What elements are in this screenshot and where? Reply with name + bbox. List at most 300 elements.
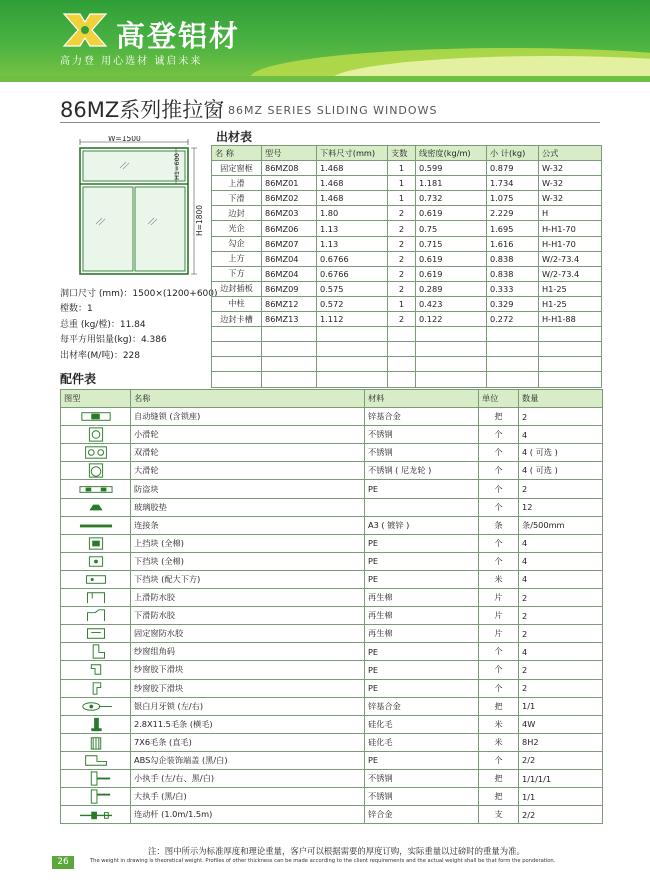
qty-cell: 4 [519, 643, 603, 661]
table-row [61, 697, 603, 715]
unit-cell: 个 [479, 661, 519, 679]
table-cell [317, 357, 388, 372]
unit-cell: 个 [479, 643, 519, 661]
table-row [61, 625, 603, 643]
qty-cell: 2 [519, 679, 603, 697]
table-cell: 中柱 [212, 296, 262, 311]
acc-name-cell: 下挡块 (全棉) [131, 552, 365, 570]
qty-cell: 4 [519, 426, 603, 444]
small-handle-icon [77, 770, 115, 787]
acc-name-cell: 双滑轮 [131, 444, 365, 462]
width-dimension: W=1500 [108, 136, 141, 143]
figure-cell [61, 607, 131, 625]
col-formula: 公式 [539, 146, 602, 161]
connector-bar-icon [77, 517, 115, 534]
table-cell [416, 357, 487, 372]
figure-cell [61, 769, 131, 787]
material-cell: 不锈钢 [365, 444, 479, 462]
acc-name-cell: 2.8X11.5毛条 (横毛) [131, 715, 365, 733]
h1-dimension: H1=600 [173, 153, 181, 180]
table-cell [539, 357, 602, 372]
figure-cell [61, 806, 131, 824]
table-cell: H1-25 [539, 296, 602, 311]
table-cell [487, 372, 539, 387]
figure-cell [61, 498, 131, 516]
table-cell: 86MZ09 [262, 281, 317, 296]
page-title: 86MZ系列推拉窗 [60, 98, 225, 122]
table-cell [212, 327, 262, 342]
table-cell: 1.13 [317, 236, 388, 251]
unit-cell: 米 [479, 733, 519, 751]
table-cell [416, 327, 487, 342]
table-cell: 1.468 [317, 161, 388, 176]
table-cell [416, 342, 487, 357]
table-cell: 边封卡槽 [212, 312, 262, 327]
material-cell: 锌合金 [365, 806, 479, 824]
acc-name-cell: 纱窗组角码 [131, 643, 365, 661]
col-unit: 单位 [479, 390, 519, 408]
col-name: 名 称 [212, 146, 262, 161]
unit-cell: 个 [479, 426, 519, 444]
table-cell [262, 357, 317, 372]
table-cell: W/2-73.4 [539, 251, 602, 266]
table-cell [388, 357, 416, 372]
table-cell [539, 327, 602, 342]
material-cell: 再生棉 [365, 607, 479, 625]
qty-cell: 4 [519, 534, 603, 552]
table-cell: 1.468 [317, 176, 388, 191]
table-cell: 86MZ12 [262, 296, 317, 311]
table-cell: 0.619 [416, 266, 487, 281]
table-cell: 2 [388, 251, 416, 266]
end-cap-icon [77, 752, 115, 769]
table-cell: 0.6766 [317, 266, 388, 281]
footer-note-en: The weight in drawing is theoretical weight. Profiles of other thickness can be made according to the client requirements and the actual weight shall be that form the ponderation. [90, 858, 556, 864]
material-cell: PE [365, 552, 479, 570]
unit-cell: 条 [479, 516, 519, 534]
qty-cell: 4 [519, 552, 603, 570]
table-cell: 1 [388, 296, 416, 311]
figure-cell [61, 679, 131, 697]
table-cell: H [539, 206, 602, 221]
table-cell: 0.838 [487, 266, 539, 281]
table-cell: 86MZ06 [262, 221, 317, 236]
table-cell [212, 372, 262, 387]
table-cell: 0.289 [416, 281, 487, 296]
table-cell: 1.112 [317, 312, 388, 327]
qty-cell: 2 [519, 661, 603, 679]
large-pulley-icon [77, 462, 115, 479]
unit-cell: 个 [479, 679, 519, 697]
unit-cell: 片 [479, 589, 519, 607]
acc-name-cell: ABS勾企装饰端盖 (黑/白) [131, 751, 365, 769]
qty-cell: 1/1/1/1 [519, 769, 603, 787]
figure-cell [61, 697, 131, 715]
table-row [61, 769, 603, 787]
h-dimension: H=1800 [195, 204, 204, 236]
material-cell: 再生棉 [365, 589, 479, 607]
table-cell: H-H1-70 [539, 236, 602, 251]
material-cell: 硅化毛 [365, 733, 479, 751]
qty-cell: 条/500mm [519, 516, 603, 534]
spec-opening-size: 洞口尺寸 (mm)：1500×(1200+600) [60, 289, 218, 299]
material-cell: 锌基合金 [365, 697, 479, 715]
material-cell: 再生棉 [365, 625, 479, 643]
crescent-latch-icon [77, 698, 115, 715]
table-cell: 1.181 [416, 176, 487, 191]
table-cell: 1.468 [317, 191, 388, 206]
table-row [212, 266, 602, 281]
unit-cell: 把 [479, 769, 519, 787]
linkage-rod-icon [77, 806, 115, 823]
accessories-label: 配件表 [60, 372, 97, 386]
col-cut-size: 下料尺寸(mm) [317, 146, 388, 161]
table-cell [262, 327, 317, 342]
table-cell: 0.333 [487, 281, 539, 296]
unit-cell: 把 [479, 408, 519, 426]
table-row [61, 589, 603, 607]
table-cell [317, 327, 388, 342]
qty-cell: 1/1 [519, 697, 603, 715]
page-header [0, 0, 650, 82]
double-pulley-icon [77, 444, 115, 461]
figure-cell [61, 408, 131, 426]
acc-name-cell: 大执手 (黑/白) [131, 788, 365, 806]
table-cell: 1 [388, 161, 416, 176]
col-density: 线密度(kg/m) [416, 146, 487, 161]
acc-name-cell: 连接条 [131, 516, 365, 534]
table-cell: 勾企 [212, 236, 262, 251]
acc-name-cell: 小执手 (左/右、黑/白) [131, 769, 365, 787]
anti-theft-block-icon [77, 481, 115, 498]
table-row [61, 751, 603, 769]
table-row [61, 480, 603, 498]
table-cell: 1 [388, 191, 416, 206]
acc-name-cell: 下挡块 (配大下方) [131, 570, 365, 588]
table-cell: 0.619 [416, 206, 487, 221]
table-row [61, 444, 603, 462]
acc-name-cell: 自动缝锁 (含锁座) [131, 408, 365, 426]
page-title-en: 86MZ SERIES SLIDING WINDOWS [228, 104, 438, 117]
col-acc-name: 名称 [131, 390, 365, 408]
table-cell: 86MZ08 [262, 161, 317, 176]
table-cell: 0.75 [416, 221, 487, 236]
brand-slogan: 高力登 用心选材 诚启未来 [60, 56, 203, 67]
unit-cell: 个 [479, 462, 519, 480]
figure-cell [61, 480, 131, 498]
lower-stop-long-icon [77, 571, 115, 588]
figure-cell [61, 516, 131, 534]
accessories-header-row [61, 390, 603, 408]
figure-cell [61, 733, 131, 751]
col-model: 型号 [262, 146, 317, 161]
table-cell: 0.122 [416, 312, 487, 327]
figure-cell [61, 715, 131, 733]
table-cell: 1.13 [317, 221, 388, 236]
unit-cell: 个 [479, 498, 519, 516]
figure-cell [61, 534, 131, 552]
table-row [212, 191, 602, 206]
table-row [61, 733, 603, 751]
spec-weight: 总重 (kg/樘)：11.84 [60, 319, 146, 330]
acc-name-cell: 下滑防水胶 [131, 607, 365, 625]
lower-stop-block-icon [77, 553, 115, 570]
acc-name-cell: 小滑轮 [131, 426, 365, 444]
acc-name-cell: 连动杆 (1.0m/1.5m) [131, 806, 365, 824]
table-cell [539, 342, 602, 357]
table-cell: 2 [388, 266, 416, 281]
qty-cell: 4W [519, 715, 603, 733]
table-cell [212, 342, 262, 357]
table-cell: 0.879 [487, 161, 539, 176]
qty-cell: 4 ( 可选 ) [519, 444, 603, 462]
material-cell: 不锈钢 [365, 788, 479, 806]
figure-cell [61, 625, 131, 643]
unit-cell: 个 [479, 480, 519, 498]
figure-cell [61, 426, 131, 444]
lower-waterproof-icon [77, 607, 115, 624]
table-cell: 0.572 [317, 296, 388, 311]
screen-slider-2-icon [77, 680, 115, 697]
table-cell: 2 [388, 281, 416, 296]
unit-cell: 把 [479, 697, 519, 715]
qty-cell: 12 [519, 498, 603, 516]
qty-cell: 2 [519, 589, 603, 607]
table-cell [317, 372, 388, 387]
table-cell: 边封插板 [212, 281, 262, 296]
table-row [212, 251, 602, 266]
brand-name: 高登铝材 [116, 19, 241, 53]
acc-name-cell: 固定窗防水胶 [131, 625, 365, 643]
table-row [61, 552, 603, 570]
table-cell [487, 342, 539, 357]
unit-cell: 米 [479, 570, 519, 588]
material-cell: 不锈钢 ( 尼龙轮 ) [365, 462, 479, 480]
table-row [212, 206, 602, 221]
table-cell: 2 [388, 236, 416, 251]
table-row [61, 643, 603, 661]
table-cell: 下滑 [212, 191, 262, 206]
figure-cell [61, 751, 131, 769]
qty-cell: 2/2 [519, 751, 603, 769]
table-cell: W-32 [539, 161, 602, 176]
col-subtotal: 小 计(kg) [487, 146, 539, 161]
acc-name-cell: 纱窗胶下滑块 [131, 661, 365, 679]
figure-cell [61, 661, 131, 679]
figure-cell [61, 444, 131, 462]
col-material: 材料 [365, 390, 479, 408]
qty-cell: 2 [519, 607, 603, 625]
table-cell: 86MZ13 [262, 312, 317, 327]
table-cell: 2.229 [487, 206, 539, 221]
table-cell [388, 327, 416, 342]
acc-name-cell: 防盗块 [131, 480, 365, 498]
table-row [61, 661, 603, 679]
table-cell: H-H1-70 [539, 221, 602, 236]
table-cell: 2 [388, 221, 416, 236]
qty-cell: 2 [519, 408, 603, 426]
figure-cell [61, 589, 131, 607]
screen-slider-icon [77, 661, 115, 678]
qty-cell: 8H2 [519, 733, 603, 751]
title-divider [60, 122, 600, 123]
accessories-table [60, 389, 603, 824]
table-cell: H-H1-88 [539, 312, 602, 327]
table-cell [262, 342, 317, 357]
table-row [212, 312, 602, 327]
table-cell: 1.80 [317, 206, 388, 221]
table-cell: 固定窗框 [212, 161, 262, 176]
col-count: 支数 [388, 146, 416, 161]
qty-cell: 4 [519, 570, 603, 588]
large-handle-icon [77, 788, 115, 805]
col-qty: 数量 [519, 390, 603, 408]
table-cell: 1.075 [487, 191, 539, 206]
table-cell [416, 372, 487, 387]
table-cell: 上方 [212, 251, 262, 266]
table-cell: 86MZ02 [262, 191, 317, 206]
material-cell: 锌基合金 [365, 408, 479, 426]
table-cell: W-32 [539, 176, 602, 191]
table-cell [539, 372, 602, 387]
glass-pad-icon [77, 499, 115, 516]
figure-cell [61, 462, 131, 480]
material-cell: PE [365, 643, 479, 661]
table-cell: 0.6766 [317, 251, 388, 266]
footer-note-cn: 注：图中所示为标准厚度和理论重量，客户可以根据需要的厚度订购，实际重量以过磅时的重量为准。 [148, 846, 525, 856]
table-cell [212, 357, 262, 372]
table-row [212, 176, 602, 191]
unit-cell: 米 [479, 715, 519, 733]
material-cell [365, 498, 479, 516]
table-row [212, 372, 602, 387]
table-cell: W-32 [539, 191, 602, 206]
screen-corner-icon [77, 643, 115, 660]
table-row [61, 426, 603, 444]
acc-name-cell: 纱窗胶下滑块 [131, 679, 365, 697]
table-cell: 1.616 [487, 236, 539, 251]
table-row [212, 357, 602, 372]
table-cell: 86MZ04 [262, 251, 317, 266]
acc-name-cell: 玻璃胶垫 [131, 498, 365, 516]
table-cell [388, 342, 416, 357]
figure-cell [61, 552, 131, 570]
table-cell [388, 372, 416, 387]
table-row [212, 161, 602, 176]
figure-cell [61, 643, 131, 661]
small-pulley-icon [77, 426, 115, 443]
table-cell: W/2-73.4 [539, 266, 602, 281]
unit-cell: 个 [479, 751, 519, 769]
table-cell: 1 [388, 176, 416, 191]
table-cell: 1.695 [487, 221, 539, 236]
table-cell: 1.734 [487, 176, 539, 191]
material-cell: 不锈钢 [365, 769, 479, 787]
table-row [61, 408, 603, 426]
table-row [61, 498, 603, 516]
window-drawing [68, 136, 208, 276]
upper-waterproof-icon [77, 589, 115, 606]
table-cell: 2 [388, 312, 416, 327]
table-cell: 边封 [212, 206, 262, 221]
table-cell: 86MZ03 [262, 206, 317, 221]
lock-icon [77, 408, 115, 425]
qty-cell: 1/1 [519, 788, 603, 806]
unit-cell: 个 [479, 534, 519, 552]
header-band [0, 76, 650, 82]
spec-al-per-sqm: 每平方用铝量(kg)：4.386 [60, 335, 167, 346]
materials-header-row [212, 146, 602, 161]
table-cell: 86MZ07 [262, 236, 317, 251]
table-cell: 0.329 [487, 296, 539, 311]
table-cell: 0.423 [416, 296, 487, 311]
qty-cell: 4 ( 可选 ) [519, 462, 603, 480]
table-cell: 2 [388, 206, 416, 221]
table-cell: 0.272 [487, 312, 539, 327]
table-cell: 上滑 [212, 176, 262, 191]
fixed-waterproof-icon [77, 625, 115, 642]
table-cell: 0.732 [416, 191, 487, 206]
figure-cell [61, 570, 131, 588]
table-row [212, 342, 602, 357]
table-row [212, 236, 602, 251]
table-row [61, 788, 603, 806]
acc-name-cell: 上滑防水胶 [131, 589, 365, 607]
spec-count: 樘数：1 [60, 304, 93, 315]
unit-cell: 个 [479, 552, 519, 570]
figure-cell [61, 788, 131, 806]
unit-cell: 支 [479, 806, 519, 824]
acc-name-cell: 银白月牙锁 (左/右) [131, 697, 365, 715]
table-row [61, 570, 603, 588]
logo-icon [62, 12, 108, 48]
table-cell: 0.619 [416, 251, 487, 266]
table-cell: H1-25 [539, 281, 602, 296]
material-cell: PE [365, 534, 479, 552]
material-cell: PE [365, 679, 479, 697]
material-cell: A3 ( 镀锌 ) [365, 516, 479, 534]
table-row [61, 715, 603, 733]
materials-table [211, 145, 602, 388]
material-cell: PE [365, 751, 479, 769]
table-row [61, 462, 603, 480]
acc-name-cell: 上挡块 (全棉) [131, 534, 365, 552]
table-cell: 86MZ04 [262, 266, 317, 281]
upper-stop-block-icon [77, 535, 115, 552]
material-cell: PE [365, 661, 479, 679]
material-cell: 不锈钢 [365, 426, 479, 444]
page-number: 26 [52, 856, 74, 869]
table-row [212, 296, 602, 311]
col-figure: 图型 [61, 390, 131, 408]
table-cell: 0.838 [487, 251, 539, 266]
materials-label: 出材表 [216, 130, 253, 144]
brush-strip-icon [77, 716, 115, 733]
table-row [61, 806, 603, 824]
unit-cell: 个 [479, 444, 519, 462]
acc-name-cell: 7X6毛条 (直毛) [131, 733, 365, 751]
table-row [61, 516, 603, 534]
acc-name-cell: 大滑轮 [131, 462, 365, 480]
table-cell: 0.575 [317, 281, 388, 296]
unit-cell: 把 [479, 788, 519, 806]
qty-cell: 2 [519, 480, 603, 498]
spec-yield: 出材率(M/吨)：228 [60, 350, 140, 361]
table-row [61, 679, 603, 697]
straight-brush-icon [77, 734, 115, 751]
qty-cell: 2 [519, 625, 603, 643]
table-cell [487, 357, 539, 372]
